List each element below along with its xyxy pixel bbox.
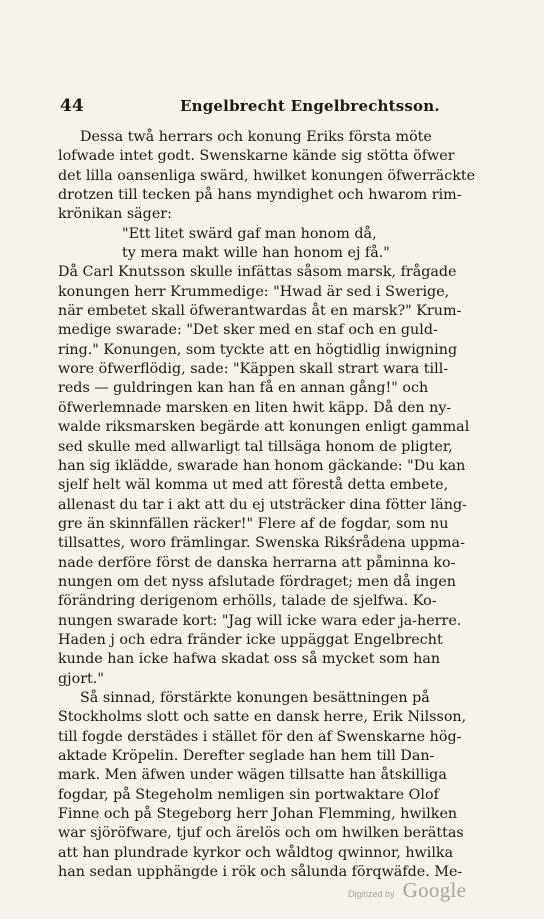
- text-line: förändring derigenom erhölls, talade de sjelfwa. Ko-: [58, 593, 437, 610]
- google-logo: Google: [402, 878, 467, 902]
- running-title: Engelbrecht Engelbrechtsson.: [180, 97, 440, 115]
- text-line: aktade Kröpelin. Derefter seglade han hem till Dan-: [58, 748, 435, 764]
- page-header: [60, 96, 492, 118]
- text-line: lofwade intet godt. Swenskarne kände sig stötta öfwer: [58, 148, 455, 165]
- body-text: [58, 128, 490, 882]
- text-line: till fogde derstädes i stället för den af Swenskarne hög-: [58, 728, 462, 745]
- text-line: konungen herr Krummedige: "Hwad är sed i Swerige,: [58, 283, 450, 300]
- text-line: nungen swarade kort: "Jag will icke wara eder ja-herre.: [58, 612, 462, 629]
- text-line: Dessa twå herrars och konung Eriks första möte: [80, 129, 432, 145]
- text-line: gjort.": [58, 670, 104, 687]
- text-line: när embetet skall öfwerantwardas åt en marsk?" Krum-: [58, 303, 462, 320]
- text-line: tillsattes, woro främlingar. Swenska Rikśrådena uppma-: [58, 535, 465, 552]
- verse-line: "Ett litet swärd gaf man honom då,: [122, 225, 377, 242]
- text-line: att han plundrade kyrkor och wåldtog qwinnor, hwilka: [58, 844, 454, 861]
- text-line: wore öfwerflödig, sade: "Käppen skall strart wara till-: [58, 361, 449, 378]
- text-line: drotzen till tecken på hans myndighet och hwarom rim-: [58, 187, 462, 204]
- verse-line: ty mera makt wille han honom ej få.": [122, 245, 390, 262]
- text-line: Så sinnad, förstärkte konungen besättningen på: [80, 689, 430, 706]
- text-line: nungen om det nyss afslutade fördraget; men då ingen: [58, 573, 457, 590]
- text-line: allenast du tar i akt att du ej utsträcker dina fötter läng-: [58, 496, 467, 513]
- text-line: Då Carl Knutsson skulle infättas såsom marsk, frågade: [58, 264, 457, 281]
- text-line: medige swarade: "Det sker med en staf och en guld-: [58, 322, 438, 339]
- text-line: öfwerlemnade marsken en liten hwit käpp. Då den ny-: [58, 399, 452, 416]
- digitized-watermark: [348, 878, 466, 903]
- text-line: walde riksmarsken begärde att konungen enligt gammal: [58, 419, 470, 436]
- text-line: fogdar, på Stegeholm nemligen sin portwaktare Olof: [58, 786, 439, 803]
- text-line: han sedan upphängde i rök och sålunda förqwäfde. Me-: [58, 864, 463, 881]
- text-line: nade derföre först de danska herrarna att påminna ko-: [58, 554, 456, 571]
- text-line: sed skulle med allwarligt tal tillsäga honom de pligter,: [58, 438, 453, 455]
- text-line: sjelf helt wäl komma ut med att förestå detta embete,: [58, 477, 449, 494]
- text-line: mark. Men äfwen under wägen tillsatte han åtskilliga: [58, 767, 447, 784]
- text-line: kunde han icke hafwa skadat oss så mycket som han: [58, 651, 441, 668]
- text-line: gre än skinnfällen räcker!" Flere af de fogdar, som nu: [58, 515, 449, 532]
- text-line: Haden j och edra fränder icke uppäggat Engelbrecht: [58, 631, 443, 648]
- text-line: war sjöröfware, tjuf och ärelös och om hwilken berättas: [58, 825, 464, 842]
- text-line: krönikan säger:: [58, 206, 172, 223]
- text-line: ring." Konungen, som tyckte att en högtidlig inwigning: [58, 341, 458, 358]
- text-line: reds — guldringen kan han få en annan gång!" och: [58, 380, 429, 397]
- watermark-prefix: Digitized by: [348, 889, 395, 899]
- page-number: 44: [60, 96, 84, 116]
- text-line: Finne och på Stegeborg herr Johan Flemming, hwilken: [58, 806, 458, 823]
- text-line: det lilla oansenliga swärd, hwilket konungen öfwerräckte: [58, 167, 476, 184]
- text-line: Stockholms slott och satte en dansk herre, Erik Nilsson,: [58, 709, 467, 726]
- text-line: han sig iklädde, swarade han honom gäckande: "Du kan: [58, 457, 466, 474]
